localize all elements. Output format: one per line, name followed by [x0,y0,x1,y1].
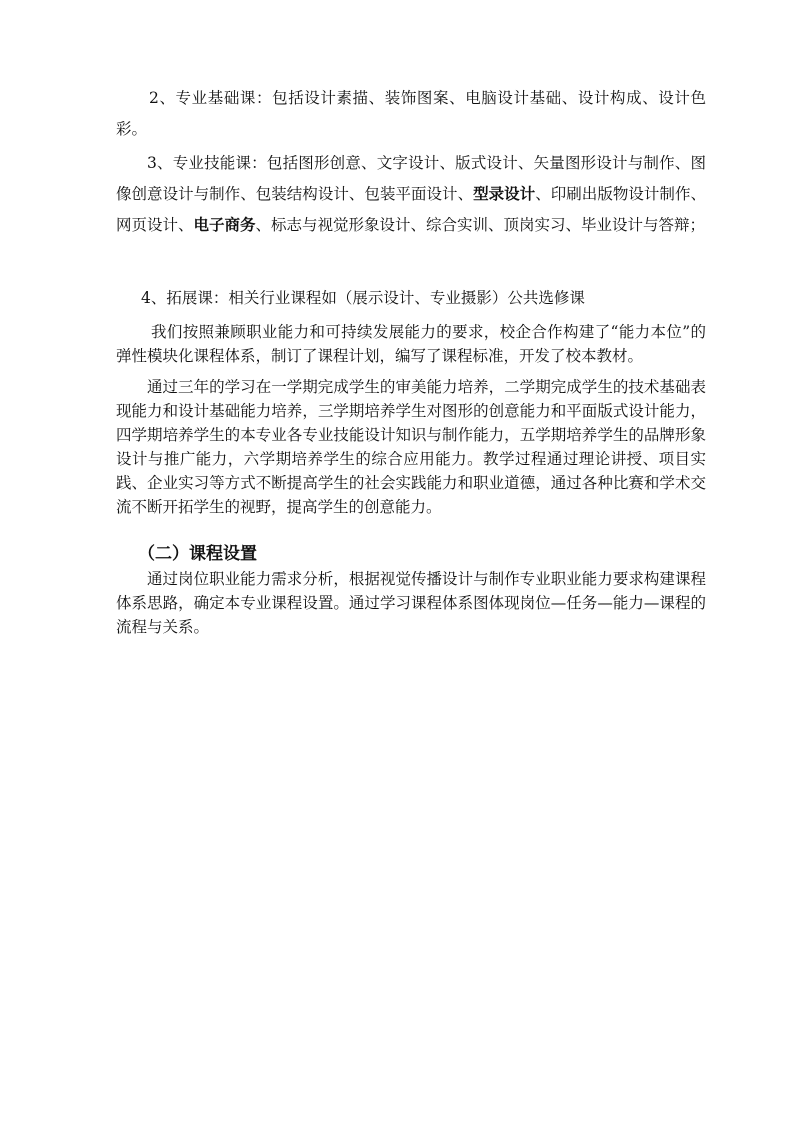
paragraph-text: 、标志与视觉形象设计、综合实训、顶岗实习、毕业设计与答辩； [255,216,706,234]
paragraph-skill-courses [116,148,706,241]
bold-term-ecommerce: 电子商务 [193,216,256,234]
paragraph-course-setting [116,567,706,639]
paragraph-text: 2、专业基础课：包括设计素描、装饰图案、电脑设计基础、设计构成、设计色彩。 [116,89,706,138]
paragraph-text: 、印刷出版物设计制作、网页设计、 [116,185,706,234]
paragraph-text: 通过三年的学习在一学期完成学生的审美能力培养，二学期完成学生的技术基础表现能力和设计基础能力培养，三学期培养学生对图形的创意能力和平面版式设计能力，四学期培养学生的本专业各专业技能设计知识与制作能力，五学期培养学生的品牌形象设计与推广能力，六学期培养学生的综合应用能力。教学过程通过理论讲授、项目实践、企业实习等方式不断提高学生的社会实践能力和职业道德，通过各种比赛和学术交流不断开拓学生的视野，提高学生的创意能力。 [116,378,706,516]
section-heading: （二）课程设置 [138,544,257,564]
paragraph-text: 我们按照兼顾职业能力和可持续发展能力的要求，校企合作构建了“能力本位”的弹性模块化课程体系，制订了课程计划，编写了课程标准，开发了校本教材。 [116,323,706,365]
bold-term-catalog-design: 型录设计 [473,185,536,203]
paragraph-text: 3、专业技能课：包括图形创意、文字设计、版式设计、矢量图形设计与制作、图像创意设计与制作、包装结构设计、包装平面设计、 [116,154,706,203]
paragraph-extension-courses [116,283,706,314]
paragraph-three-year-study [116,375,706,519]
paragraph-basic-courses [116,83,706,145]
paragraph-curriculum-system [116,320,706,368]
paragraph-text: 4、拓展课：相关行业课程如（展示设计、专业摄影）公共选修课 [141,289,585,307]
paragraph-text: 通过岗位职业能力需求分析，根据视觉传播设计与制作专业职业能力要求构建课程体系思路，确定本专业课程设置。通过学习课程体系图体现岗位—任务—能力—课程的流程与关系。 [116,570,706,636]
